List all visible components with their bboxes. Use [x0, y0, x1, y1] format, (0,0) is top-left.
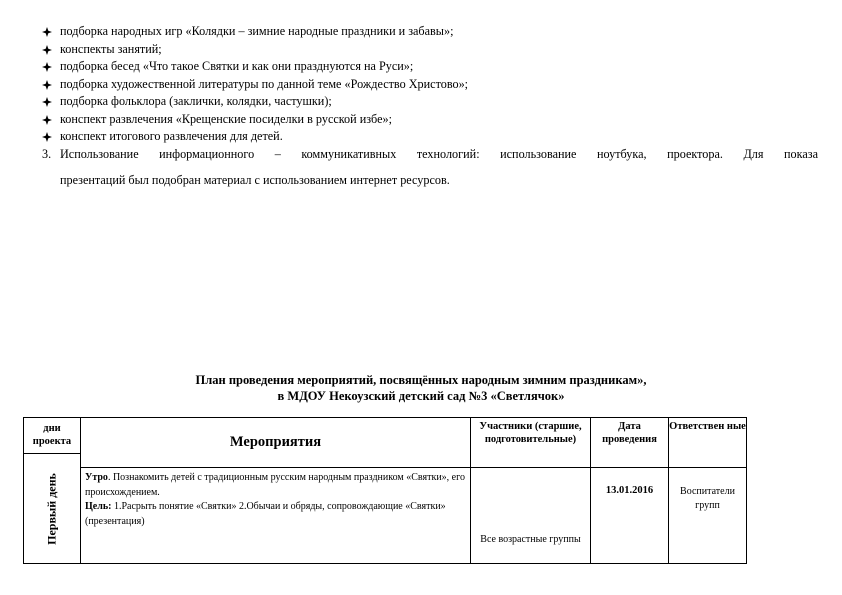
item-number: 3.	[42, 146, 52, 161]
header-days: дни проекта	[24, 418, 81, 454]
bullet-text: подборка народных игр «Колядки – зимние народные праздники и забавы»;	[60, 24, 454, 38]
table-row	[24, 468, 747, 564]
date-cell: 13.01.2016	[591, 468, 669, 564]
participants-cell: Все возрастные группы	[471, 468, 591, 564]
header-responsible: Ответствен ные	[669, 418, 747, 468]
bullet-text: подборка фольклора (заклички, колядки, частушки);	[60, 94, 332, 108]
bullet-item	[42, 76, 822, 94]
morning-label: Утро	[85, 472, 108, 483]
bullet-item	[42, 58, 822, 76]
bullet-item	[42, 41, 822, 59]
header-participants: Участники (старшие, подготовительные)	[471, 418, 591, 468]
bullet-text: конспект развлечения «Крещенские посиделки в русской избе»;	[60, 111, 392, 126]
diamond-bullet-icon	[42, 62, 52, 72]
bullet-text: подборка художественной литературы по данной теме «Рождество Христово»;	[60, 76, 469, 91]
bullet-item	[42, 128, 822, 146]
diamond-bullet-icon	[42, 45, 52, 55]
diamond-bullet-icon	[42, 97, 52, 107]
bullet-item	[42, 111, 822, 129]
goal-text: 1.Расрыть понятие «Святки» 2.Обычаи и обряды, сопровождающие «Святки» (презентация)	[85, 501, 446, 527]
bullet-item	[42, 93, 822, 111]
bullet-text: конспект итогового развлечения для детей.	[60, 129, 283, 143]
bullet-item	[42, 23, 822, 41]
responsible-cell: Воспитатели групп	[669, 468, 747, 564]
bullet-text: подборка бесед «Что такое Святки и как они празднуются на Руси»;	[60, 59, 414, 73]
day-label: Первый день	[44, 472, 59, 545]
plan-subtitle: в МДОУ Некоузский детский сад №3 «Светлячок»	[277, 389, 565, 403]
goal-label: Цель:	[85, 501, 112, 512]
plan-table	[23, 417, 747, 564]
diamond-bullet-icon	[42, 132, 52, 142]
table-header-row	[24, 418, 747, 454]
header-events: Мероприятия	[81, 418, 471, 468]
diamond-bullet-icon	[42, 80, 52, 90]
plan-title: План проведения мероприятий, посвящённых народным зимним праздникам»,	[195, 373, 647, 387]
day-cell	[24, 454, 81, 564]
bullet-text: конспекты занятий;	[60, 41, 162, 56]
header-date: Дата проведения	[591, 418, 669, 468]
morning-text: . Познакомить детей с традиционным русским народным праздником «Святки», его происхождением.	[85, 472, 465, 498]
diamond-bullet-icon	[42, 27, 52, 37]
item-text-line1: Использование информационного – коммуникативных технологий: использование ноутбука, проектора. Для показа	[60, 146, 818, 161]
bullet-list	[42, 23, 822, 187]
diamond-bullet-icon	[42, 115, 52, 125]
item-text-line2: презентаций был подобран материал с использованием интернет ресурсов.	[60, 172, 450, 187]
event-cell	[81, 468, 471, 564]
